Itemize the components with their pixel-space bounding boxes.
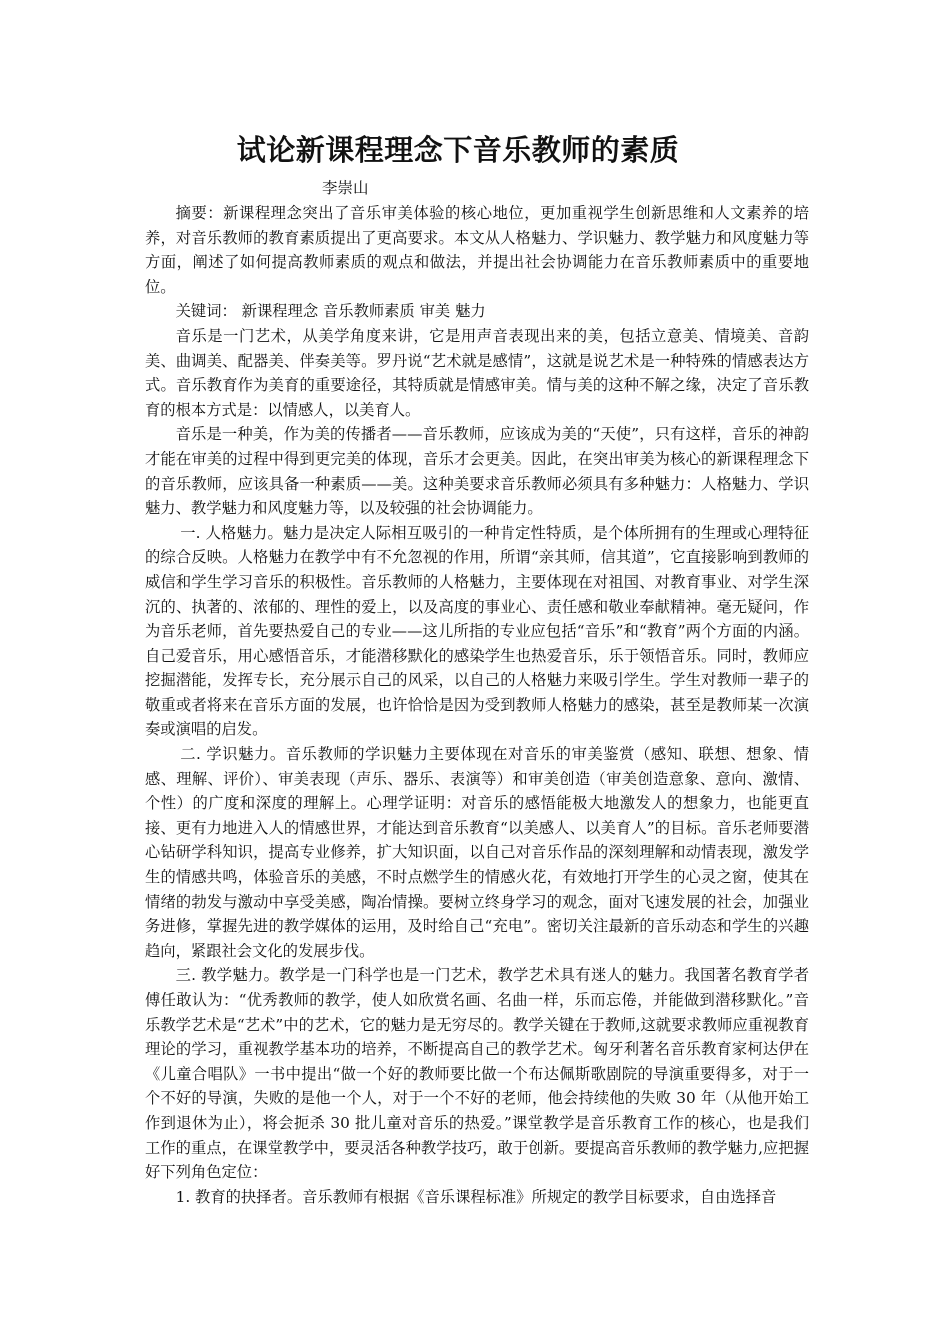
author-name: 李崇山 — [322, 179, 369, 197]
section-teaching-charm: 三. 教学魅力。教学是一门科学也是一门艺术，教学艺术具有迷人的魅力。我国著名教育学者傅任敢认为：“优秀教师的教学，使人如欣赏名画、名曲一样，乐而忘倦，并能做到潜移默化。”音乐教学艺术是“艺术”中的艺术，它的魅力是无穷尽的。教学关键在于教师,这就要求教师应重视教育理论的学习，重视教学基本功的培养，不断提高自己的教学艺术。匈牙利著名音乐教育家柯达伊在《儿童合唱队》一书中提出“做一个好的教师要比做一个布达佩斯歌剧院的导演重要得多，对于一个不好的导演，失败的是他一个人，对于一个不好的老师，他会持续他的失败 30 年（从他开始工作到退休为止），将会扼杀 30 批儿童对音乐的热爱。”课堂教学是音乐教育工作的核心，也是我们工作的重点，在课堂教学中，要灵活各种教学技巧，敢于创新。要提高音乐教师的教学魅力,应把握好下列角色定位： — [145, 966, 809, 1182]
document-body — [145, 201, 809, 1209]
section-personality-charm: 一. 人格魅力。魅力是决定人际相互吸引的一种肯定性特质，是个体所拥有的生理或心理特征的综合反映。人格魅力在教学中有不允忽视的作用，所谓“亲其师，信其道”，它直接影响到教师的威信和学生学习音乐的积极性。音乐教师的人格魅力，主要体现在对祖国、对教育事业、对学生深沉的、执著的、浓郁的、理性的爱上，以及高度的事业心、责任感和敬业奉献精神。毫无疑问，作为音乐老师，首先要热爱自己的专业——这儿所指的专业应包括“音乐”和“教育”两个方面的内涵。自己爱音乐，用心感悟音乐，才能潜移默化的感染学生也热爱音乐，乐于领悟音乐。同时，教师应挖掘潜能，发挥专长，充分展示自己的风采，以自己的人格魅力来吸引学生。学生对教师一辈子的敬重或者将来在音乐方面的发展，也许恰恰是因为受到教师人格魅力的感染，甚至是教师某一次演奏或演唱的启发。 — [145, 523, 809, 739]
subsection-education-chooser: 1. 教育的抉择者。音乐教师有根据《音乐课程标准》所规定的教学目标要求，自由选择音 — [175, 1187, 777, 1206]
keywords-line: 关键词： 新课程理念 音乐教师素质 审美 魅力 — [175, 302, 486, 321]
body-paragraph: 音乐是一种美，作为美的传播者——音乐教师，应该成为美的“天使”，只有这样，音乐的神韵才能在审美的过程中得到更完美的体现，音乐才会更美。因此，在突出审美为核心的新课程理念下的音乐教师，应该具备一种素质——美。这种美要求音乐教师必须具有多种魅力：人格魅力、学识魅力、教学魅力和风度魅力等，以及较强的社会协调能力。 — [145, 425, 809, 518]
body-paragraph: 音乐是一门艺术，从美学角度来讲，它是用声音表现出来的美，包括立意美、情境美、音韵美、曲调美、配器美、伴奏美等。罗丹说“艺术就是感情”，这就是说艺术是一种特殊的情感表达方式。音乐教育作为美育的重要途径，其特质就是情感审美。情与美的这种不解之缘，决定了音乐教育的根本方式是：以情感人，以美育人。 — [145, 326, 809, 419]
section-knowledge-charm: 二. 学识魅力。音乐教师的学识魅力主要体现在对音乐的审美鉴赏（感知、联想、想象、情感、理解、评价）、审美表现（声乐、器乐、表演等）和审美创造（审美创造意象、意向、激情、个性）的广度和深度的理解上。心理学证明：对音乐的感悟能极大地激发人的想象力，也能更直接、更有力地进入人的情感世界，才能达到音乐教育“以美感人、以美育人”的目标。音乐老师要潜心钻研学科知识，提高专业修养，扩大知识面，以自己对音乐作品的深刻理解和动情表现，激发学生的情感共鸣，体验音乐的美感，不时点燃学生的情感火花，有效地打开学生的心灵之窗，使其在情绪的勃发与激动中享受美感，陶冶情操。要树立终身学习的观念，面对飞速发展的社会，加强业务进修，掌握先进的教学媒体的运用，及时给自己“充电”。密切关注最新的音乐动态和学生的兴趣趋向，紧跟社会文化的发展步伐。 — [145, 745, 809, 960]
abstract-paragraph: 摘要：新课程理念突出了音乐审美体验的核心地位，更加重视学生创新思维和人文素养的培养，对音乐教师的教育素质提出了更高要求。本文从人格魅力、学识魅力、教学魅力和风度魅力等方面，阐述了如何提高教师素质的观点和做法，并提出社会协调能力在音乐教师素质中的重要地位。 — [145, 204, 809, 296]
document-title: 试论新课程理念下音乐教师的素质 — [236, 133, 680, 167]
